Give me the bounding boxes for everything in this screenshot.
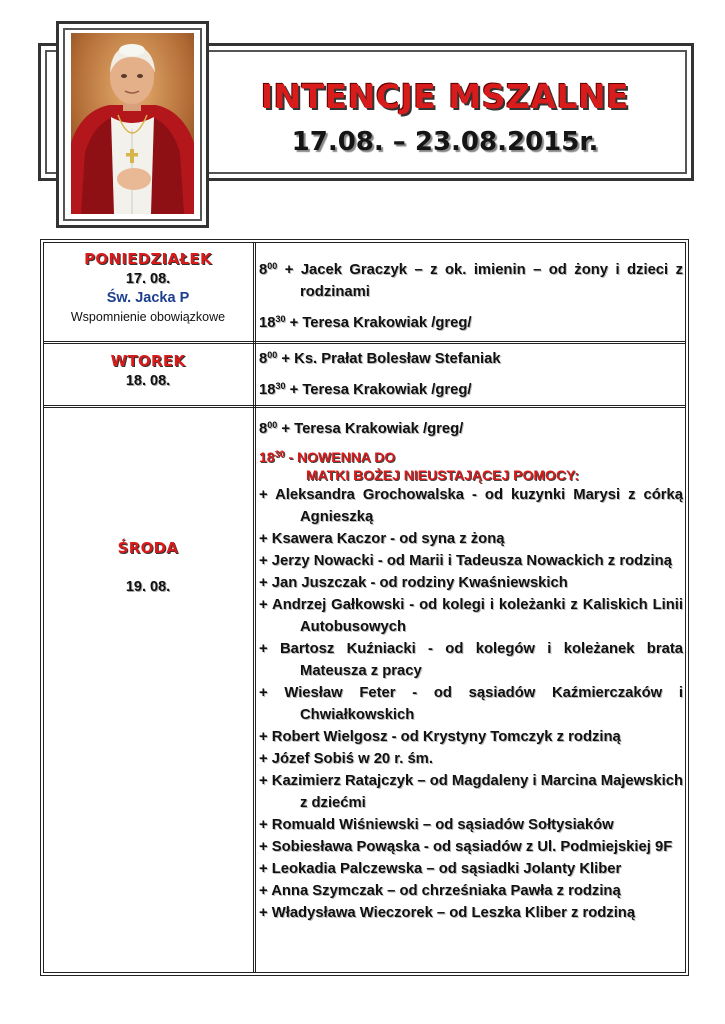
day-date: 19. 08.	[125, 579, 171, 595]
day-name: WTOREK	[110, 352, 186, 370]
novena-heading-line2: MATKI BOŻEJ NIEUSTAJĄCEJ POMOCY:	[306, 467, 580, 483]
mass-intention: + Ksawera Kaczor - od syna z żoną	[259, 531, 505, 547]
column-divider	[253, 242, 256, 973]
intentions-cell-monday	[259, 259, 686, 334]
day-name: PONIEDZIAŁEK	[84, 250, 212, 268]
mass-intention: + Władysława Wieczorek – od Leszka Kliber z rodziną	[259, 905, 636, 921]
day-cell-wednesday	[44, 539, 252, 595]
mass-intention: + Jan Juszczak - od rodziny Kwaśniewskich	[259, 575, 568, 591]
mass-intention: + Bartosz Kuźniacki - od kolegów i koleżanek brata Mateusza z pracy	[259, 641, 683, 679]
date-range-subtitle: 17.08. – 23.08.2015r.	[291, 127, 599, 157]
row-divider	[43, 405, 686, 408]
mass-intention: + Kazimierz Ratajczyk – od Magdaleny i Marcina Majewskich z dziećmi	[259, 773, 683, 811]
intentions-list	[259, 484, 686, 924]
mass-intention: $8^{00}$ + Teresa Krakowiak /greg/	[259, 420, 464, 437]
day-date: 18. 08.	[125, 373, 171, 389]
mass-intention: + Romuald Wiśniewski – od sąsiadów Sołtysiaków	[259, 817, 614, 833]
day-name: ŚRODA	[117, 539, 179, 557]
mass-intention: $8^{00} + Ks$. Prałat Bolesław Stefaniak	[259, 350, 501, 367]
saint-name: Św. Jacka P	[106, 290, 190, 306]
mass-intention: + Aleksandra Grochowalska - od kuzynki Marysi z córką Agnieszką	[259, 487, 683, 525]
mass-intention: + Sobiesława Powąska - od sąsiadów z Ul. Podmiejskiej 9F	[259, 839, 673, 855]
novena-heading: $18^{30}$ - NOWENNA DO	[259, 449, 396, 465]
pope-portrait-image	[71, 33, 194, 214]
mass-intention: + Józef Sobiś w 20 r. śm.	[259, 751, 433, 767]
mass-intention: + Andrzej Gałkowski - od kolegi i koleżanki z Kaliskich Linii Autobusowych	[259, 597, 683, 635]
liturgical-note: Wspomnienie obowiązkowe	[70, 310, 226, 324]
mass-intention: + Leokadia Palczewska – od sąsiadki Jolanty Kliber	[259, 861, 622, 877]
row-divider	[43, 341, 686, 344]
day-cell-monday	[44, 250, 252, 324]
mass-intention: + Wiesław Feter - od sąsiadów Kaźmierczaków i Chwiałkowskich	[259, 685, 683, 723]
day-date: 17. 08.	[125, 271, 171, 287]
mass-intention: + Jerzy Nowacki - od Marii i Tadeusza Nowackich z rodziną	[259, 553, 672, 569]
mass-intention: + Robert Wielgosz - od Krystyny Tomczyk z rodziną	[259, 729, 621, 745]
mass-intention: $18^{30}$ + Teresa Krakowiak /greg/	[259, 381, 472, 398]
mass-intention: $18^{30}$ + Teresa Krakowiak /greg/	[259, 314, 472, 331]
mass-intention: $8^{00}$ + Jacek Graczyk – z ok. imienin – od żony i dzieci z rodzinami	[259, 261, 683, 300]
day-cell-tuesday	[44, 352, 252, 389]
intentions-cell-tuesday	[259, 348, 686, 401]
mass-intention: + Anna Szymczak – od chrześniaka Pawła z rodziną	[259, 883, 621, 899]
intentions-cell-wednesday	[259, 418, 686, 924]
page-title: INTENCJE MSZALNE	[260, 77, 630, 116]
